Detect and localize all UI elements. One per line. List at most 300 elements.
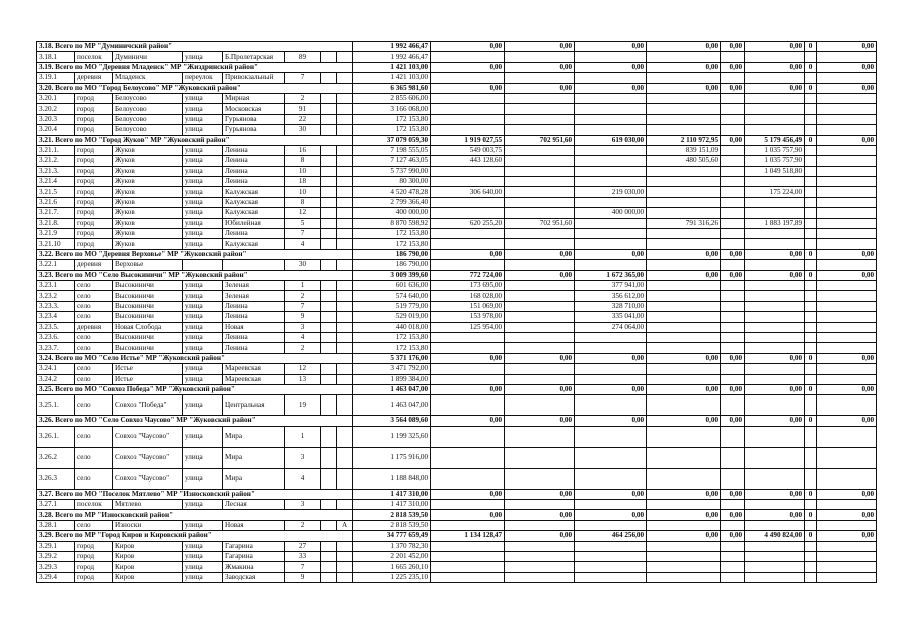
table-cell: Киров <box>113 552 183 562</box>
table-cell <box>337 291 353 301</box>
section-title-cell: 3.19. Всего по МО "Деревня Младенск" МР "Жиздринский район" <box>37 62 353 72</box>
table-cell <box>321 572 337 582</box>
table-cell <box>337 374 353 384</box>
table-cell <box>805 426 817 447</box>
table-cell <box>647 187 721 197</box>
table-cell: 443 128,60 <box>431 156 505 166</box>
table-cell <box>721 552 745 562</box>
table-cell <box>321 374 337 384</box>
table-cell: село <box>75 291 113 301</box>
table-row <box>37 447 877 468</box>
table-cell: Жуков <box>113 208 183 218</box>
table-cell: Белоусово <box>113 114 183 124</box>
section-value-cell: 6 365 981,60 <box>353 83 431 93</box>
table-cell <box>505 520 575 530</box>
table-cell: улица <box>183 312 223 322</box>
table-cell <box>805 73 817 83</box>
row-number-cell: 3.19.1 <box>37 73 75 83</box>
table-cell: город <box>75 239 113 249</box>
table-cell <box>321 322 337 332</box>
table-cell <box>505 343 575 353</box>
table-cell <box>817 322 877 332</box>
table-row <box>37 208 877 218</box>
table-cell <box>745 197 805 207</box>
row-number-cell: 3.21.5 <box>37 187 75 197</box>
section-value-cell: 3 009 399,60 <box>353 270 431 280</box>
table-cell <box>575 73 647 83</box>
table-cell <box>337 187 353 197</box>
row-number-cell: 3.23.4 <box>37 312 75 322</box>
table-cell <box>721 104 745 114</box>
table-cell: 5 737 990,00 <box>353 166 431 176</box>
table-cell: 702 951,60 <box>505 218 575 228</box>
table-cell: Высокиничи <box>113 301 183 311</box>
table-cell: Жуков <box>113 166 183 176</box>
table-cell: Верховье <box>113 260 183 270</box>
section-value-cell: 37 079 059,30 <box>353 135 431 145</box>
section-value-cell: 0,00 <box>721 135 745 145</box>
table-cell <box>647 73 721 83</box>
table-cell: 12 <box>285 364 321 374</box>
table-cell <box>575 468 647 489</box>
table-cell: 328 710,00 <box>575 301 647 311</box>
table-cell <box>505 312 575 322</box>
table-cell: город <box>75 229 113 239</box>
table-cell <box>647 426 721 447</box>
table-cell: 1 899 384,00 <box>353 374 431 384</box>
table-cell <box>337 114 353 124</box>
table-cell <box>321 280 337 290</box>
table-body <box>37 42 877 583</box>
table-cell: Гагарина <box>223 541 285 551</box>
table-cell <box>817 197 877 207</box>
table-cell <box>321 197 337 207</box>
table-cell <box>575 447 647 468</box>
table-cell: село <box>75 343 113 353</box>
table-cell <box>505 260 575 270</box>
table-cell <box>337 364 353 374</box>
table-cell: Ленина <box>223 343 285 353</box>
table-cell <box>805 447 817 468</box>
table-cell <box>745 426 805 447</box>
table-cell: 172 153,80 <box>353 229 431 239</box>
table-cell: Истье <box>113 374 183 384</box>
table-cell: улица <box>183 364 223 374</box>
table-cell <box>745 104 805 114</box>
table-cell: Калужская <box>223 187 285 197</box>
table-cell: улица <box>183 177 223 187</box>
table-cell <box>647 208 721 218</box>
table-cell <box>805 301 817 311</box>
section-value-cell: 0,00 <box>647 531 721 541</box>
table-cell: 7 <box>285 301 321 311</box>
table-cell: город <box>75 187 113 197</box>
table-cell <box>505 426 575 447</box>
table-cell: 1 035 757,90 <box>745 145 805 155</box>
table-cell: 1 175 916,00 <box>353 447 431 468</box>
table-cell <box>817 500 877 510</box>
table-cell <box>431 177 505 187</box>
table-cell <box>321 447 337 468</box>
section-value-cell: 0,00 <box>721 489 745 499</box>
table-cell <box>321 301 337 311</box>
table-cell: Киров <box>113 541 183 551</box>
row-number-cell: 3.21.1. <box>37 145 75 155</box>
table-cell <box>337 426 353 447</box>
table-cell: 620 255,20 <box>431 218 505 228</box>
table-cell <box>337 166 353 176</box>
table-row <box>37 301 877 311</box>
section-value-cell: 5 371 176,00 <box>353 353 431 363</box>
table-cell: 400 000,00 <box>353 208 431 218</box>
section-value-cell: 0,00 <box>431 83 505 93</box>
table-cell <box>647 280 721 290</box>
table-cell: 1 188 848,00 <box>353 468 431 489</box>
table-row <box>37 187 877 197</box>
section-value-cell: 0,00 <box>505 489 575 499</box>
table-cell <box>505 291 575 301</box>
section-title-cell: 3.21. Всего по МО "Город Жуков" МР "Жуковский район" <box>37 135 353 145</box>
table-cell <box>721 114 745 124</box>
table-cell <box>431 395 505 416</box>
table-cell <box>647 291 721 301</box>
table-cell: 172 153,80 <box>353 114 431 124</box>
table-cell: 1 463 047,00 <box>353 395 431 416</box>
table-cell <box>321 541 337 551</box>
table-cell <box>745 301 805 311</box>
table-cell: Совхоз "Чаусово" <box>113 426 183 447</box>
table-cell: Гурьянова <box>223 125 285 135</box>
table-row <box>37 395 877 416</box>
section-value-cell: 0,00 <box>431 489 505 499</box>
table-cell <box>745 322 805 332</box>
table-cell: Новая <box>223 520 285 530</box>
table-cell <box>505 468 575 489</box>
table-cell: Жуков <box>113 156 183 166</box>
table-cell: улица <box>183 343 223 353</box>
table-cell <box>575 343 647 353</box>
row-number-cell: 3.21.4 <box>37 177 75 187</box>
table-cell: поселок <box>75 500 113 510</box>
table-cell: Жуков <box>113 177 183 187</box>
section-value-cell: 0,00 <box>721 42 745 52</box>
table-cell: Лесная <box>223 500 285 510</box>
table-cell <box>431 239 505 249</box>
table-cell: город <box>75 541 113 551</box>
section-total-row <box>37 42 877 52</box>
table-cell: 549 003,75 <box>431 145 505 155</box>
table-cell: 30 <box>285 260 321 270</box>
section-value-cell: 0,00 <box>575 510 647 520</box>
table-cell <box>337 572 353 582</box>
section-value-cell: 0,00 <box>575 83 647 93</box>
table-cell <box>575 52 647 62</box>
table-cell: 839 151,09 <box>647 145 721 155</box>
section-value-cell: 0,00 <box>431 384 505 394</box>
table-cell: Гагарина <box>223 552 285 562</box>
table-cell <box>321 104 337 114</box>
table-cell: село <box>75 374 113 384</box>
table-cell <box>337 229 353 239</box>
table-cell <box>505 125 575 135</box>
row-number-cell: 3.21.9 <box>37 229 75 239</box>
table-cell <box>805 187 817 197</box>
table-cell <box>805 145 817 155</box>
table-cell: 2 855 606,00 <box>353 93 431 103</box>
table-cell <box>817 312 877 322</box>
table-cell: Износки <box>113 520 183 530</box>
table-cell: улица <box>183 468 223 489</box>
table-cell <box>745 343 805 353</box>
table-cell <box>647 520 721 530</box>
table-cell: 91 <box>285 104 321 114</box>
table-cell <box>431 426 505 447</box>
table-cell <box>505 93 575 103</box>
table-cell <box>183 260 223 270</box>
section-total-row <box>37 83 877 93</box>
table-cell <box>575 520 647 530</box>
table-cell <box>817 468 877 489</box>
row-number-cell: 3.29.4 <box>37 572 75 582</box>
table-cell <box>431 208 505 218</box>
table-cell <box>575 229 647 239</box>
table-cell: улица <box>183 218 223 228</box>
table-cell <box>575 541 647 551</box>
section-total-row <box>37 510 877 520</box>
section-value-cell: 0,00 <box>647 416 721 426</box>
table-row <box>37 332 877 342</box>
table-cell <box>647 364 721 374</box>
table-cell <box>805 239 817 249</box>
table-cell: Совхоз "Чаусово" <box>113 447 183 468</box>
table-cell: улица <box>183 93 223 103</box>
table-cell: улица <box>183 114 223 124</box>
table-cell: 27 <box>285 541 321 551</box>
table-cell: Высокиничи <box>113 332 183 342</box>
table-cell <box>431 104 505 114</box>
table-row <box>37 280 877 290</box>
table-cell <box>805 332 817 342</box>
table-cell: Жуков <box>113 229 183 239</box>
row-number-cell: 3.20.4 <box>37 125 75 135</box>
section-value-cell: 0,00 <box>505 249 575 259</box>
table-cell <box>337 125 353 135</box>
table-cell <box>817 208 877 218</box>
table-cell <box>817 291 877 301</box>
section-value-cell: 0,00 <box>505 42 575 52</box>
table-cell <box>721 145 745 155</box>
table-row <box>37 125 877 135</box>
table-row <box>37 500 877 510</box>
table-cell <box>575 218 647 228</box>
table-cell <box>745 229 805 239</box>
section-title-cell: 3.29. Всего по МР "Город Киров и Кировский район" <box>37 531 353 541</box>
table-cell: Жуков <box>113 187 183 197</box>
table-cell <box>805 218 817 228</box>
table-cell <box>721 187 745 197</box>
table-cell <box>337 218 353 228</box>
table-cell: переулок <box>183 73 223 83</box>
row-number-cell: 3.23.1 <box>37 280 75 290</box>
table-cell: 377 941,00 <box>575 280 647 290</box>
table-cell <box>321 239 337 249</box>
section-value-cell: 0,00 <box>745 489 805 499</box>
table-cell <box>805 468 817 489</box>
table-cell <box>575 104 647 114</box>
table-cell <box>721 343 745 353</box>
table-cell: Совхоз "Победа" <box>113 395 183 416</box>
table-cell: Юбилейная <box>223 218 285 228</box>
table-row <box>37 343 877 353</box>
table-cell <box>431 374 505 384</box>
table-cell <box>505 552 575 562</box>
table-cell <box>337 208 353 218</box>
table-cell <box>817 218 877 228</box>
table-cell <box>505 332 575 342</box>
table-cell: деревня <box>75 73 113 83</box>
table-cell <box>321 332 337 342</box>
row-number-cell: 3.22.1 <box>37 260 75 270</box>
table-cell <box>647 572 721 582</box>
table-cell <box>745 374 805 384</box>
table-cell <box>817 301 877 311</box>
table-cell: 1 665 260,10 <box>353 562 431 572</box>
section-value-cell: 0 <box>805 489 817 499</box>
table-cell <box>337 447 353 468</box>
table-cell: деревня <box>75 260 113 270</box>
table-cell <box>805 343 817 353</box>
table-cell <box>805 114 817 124</box>
section-value-cell: 0,00 <box>721 270 745 280</box>
table-cell <box>721 332 745 342</box>
table-cell <box>505 541 575 551</box>
table-cell: Мареевская <box>223 364 285 374</box>
table-row <box>37 520 877 530</box>
table-cell <box>431 229 505 239</box>
table-cell <box>745 541 805 551</box>
table-cell <box>337 343 353 353</box>
section-value-cell: 0 <box>805 135 817 145</box>
table-cell <box>817 552 877 562</box>
section-value-cell: 702 951,60 <box>505 135 575 145</box>
table-cell: село <box>75 395 113 416</box>
table-cell: Жуков <box>113 197 183 207</box>
table-cell: Калужская <box>223 208 285 218</box>
row-number-cell: 3.20.2 <box>37 104 75 114</box>
table-cell <box>647 374 721 384</box>
table-cell <box>805 572 817 582</box>
table-cell: улица <box>183 187 223 197</box>
table-cell: 3 166 068,00 <box>353 104 431 114</box>
section-value-cell: 0,00 <box>505 270 575 280</box>
table-cell: улица <box>183 322 223 332</box>
row-number-cell: 3.18.1 <box>37 52 75 62</box>
table-cell <box>321 156 337 166</box>
table-cell <box>337 562 353 572</box>
table-cell: 2 818 539,50 <box>353 520 431 530</box>
table-cell: Ленина <box>223 156 285 166</box>
table-cell: 335 041,00 <box>575 312 647 322</box>
table-cell <box>647 332 721 342</box>
table-cell: город <box>75 562 113 572</box>
table-cell <box>431 447 505 468</box>
table-cell <box>431 552 505 562</box>
section-value-cell: 0,00 <box>431 510 505 520</box>
section-total-row <box>37 489 877 499</box>
table-cell: Белоусово <box>113 104 183 114</box>
table-cell: 175 224,00 <box>745 187 805 197</box>
table-cell: 8 870 598,92 <box>353 218 431 228</box>
table-cell: улица <box>183 145 223 155</box>
table-cell <box>505 562 575 572</box>
table-cell: 10 <box>285 187 321 197</box>
section-value-cell: 0,00 <box>431 353 505 363</box>
table-cell <box>431 52 505 62</box>
table-cell <box>647 395 721 416</box>
table-cell: город <box>75 114 113 124</box>
table-cell: 173 695,00 <box>431 280 505 290</box>
section-value-cell: 0,00 <box>647 353 721 363</box>
table-cell <box>805 229 817 239</box>
report-table <box>36 41 877 583</box>
table-cell <box>745 177 805 187</box>
table-cell: улица <box>183 52 223 62</box>
section-total-row <box>37 270 877 280</box>
table-cell: улица <box>183 229 223 239</box>
table-cell <box>505 301 575 311</box>
table-cell <box>647 312 721 322</box>
table-row <box>37 229 877 239</box>
table-cell <box>805 395 817 416</box>
section-value-cell: 1 421 103,00 <box>353 62 431 72</box>
section-value-cell: 0,00 <box>505 531 575 541</box>
table-cell <box>505 208 575 218</box>
table-cell <box>647 125 721 135</box>
table-cell <box>337 541 353 551</box>
section-value-cell: 0 <box>805 510 817 520</box>
table-cell <box>745 572 805 582</box>
table-cell <box>505 447 575 468</box>
table-cell: 8 <box>285 156 321 166</box>
table-cell: 151 069,00 <box>431 301 505 311</box>
table-cell <box>817 229 877 239</box>
table-row <box>37 374 877 384</box>
table-cell <box>721 395 745 416</box>
table-cell: 274 064,00 <box>575 322 647 332</box>
table-cell: Мира <box>223 447 285 468</box>
table-cell: 7 127 463,05 <box>353 156 431 166</box>
table-cell <box>337 552 353 562</box>
table-cell <box>575 332 647 342</box>
section-value-cell: 0 <box>805 531 817 541</box>
table-row <box>37 114 877 124</box>
table-cell <box>817 239 877 249</box>
section-value-cell: 0,00 <box>505 510 575 520</box>
table-cell <box>431 562 505 572</box>
table-cell <box>647 197 721 207</box>
table-cell: 519 779,00 <box>353 301 431 311</box>
table-cell <box>575 426 647 447</box>
table-cell: 125 954,00 <box>431 322 505 332</box>
table-cell <box>575 156 647 166</box>
table-cell <box>337 260 353 270</box>
table-cell: Высокиничи <box>113 312 183 322</box>
section-value-cell: 0,00 <box>575 416 647 426</box>
table-cell <box>431 260 505 270</box>
row-number-cell: 3.23.7. <box>37 343 75 353</box>
row-number-cell: 3.23.5. <box>37 322 75 332</box>
table-cell <box>721 197 745 207</box>
